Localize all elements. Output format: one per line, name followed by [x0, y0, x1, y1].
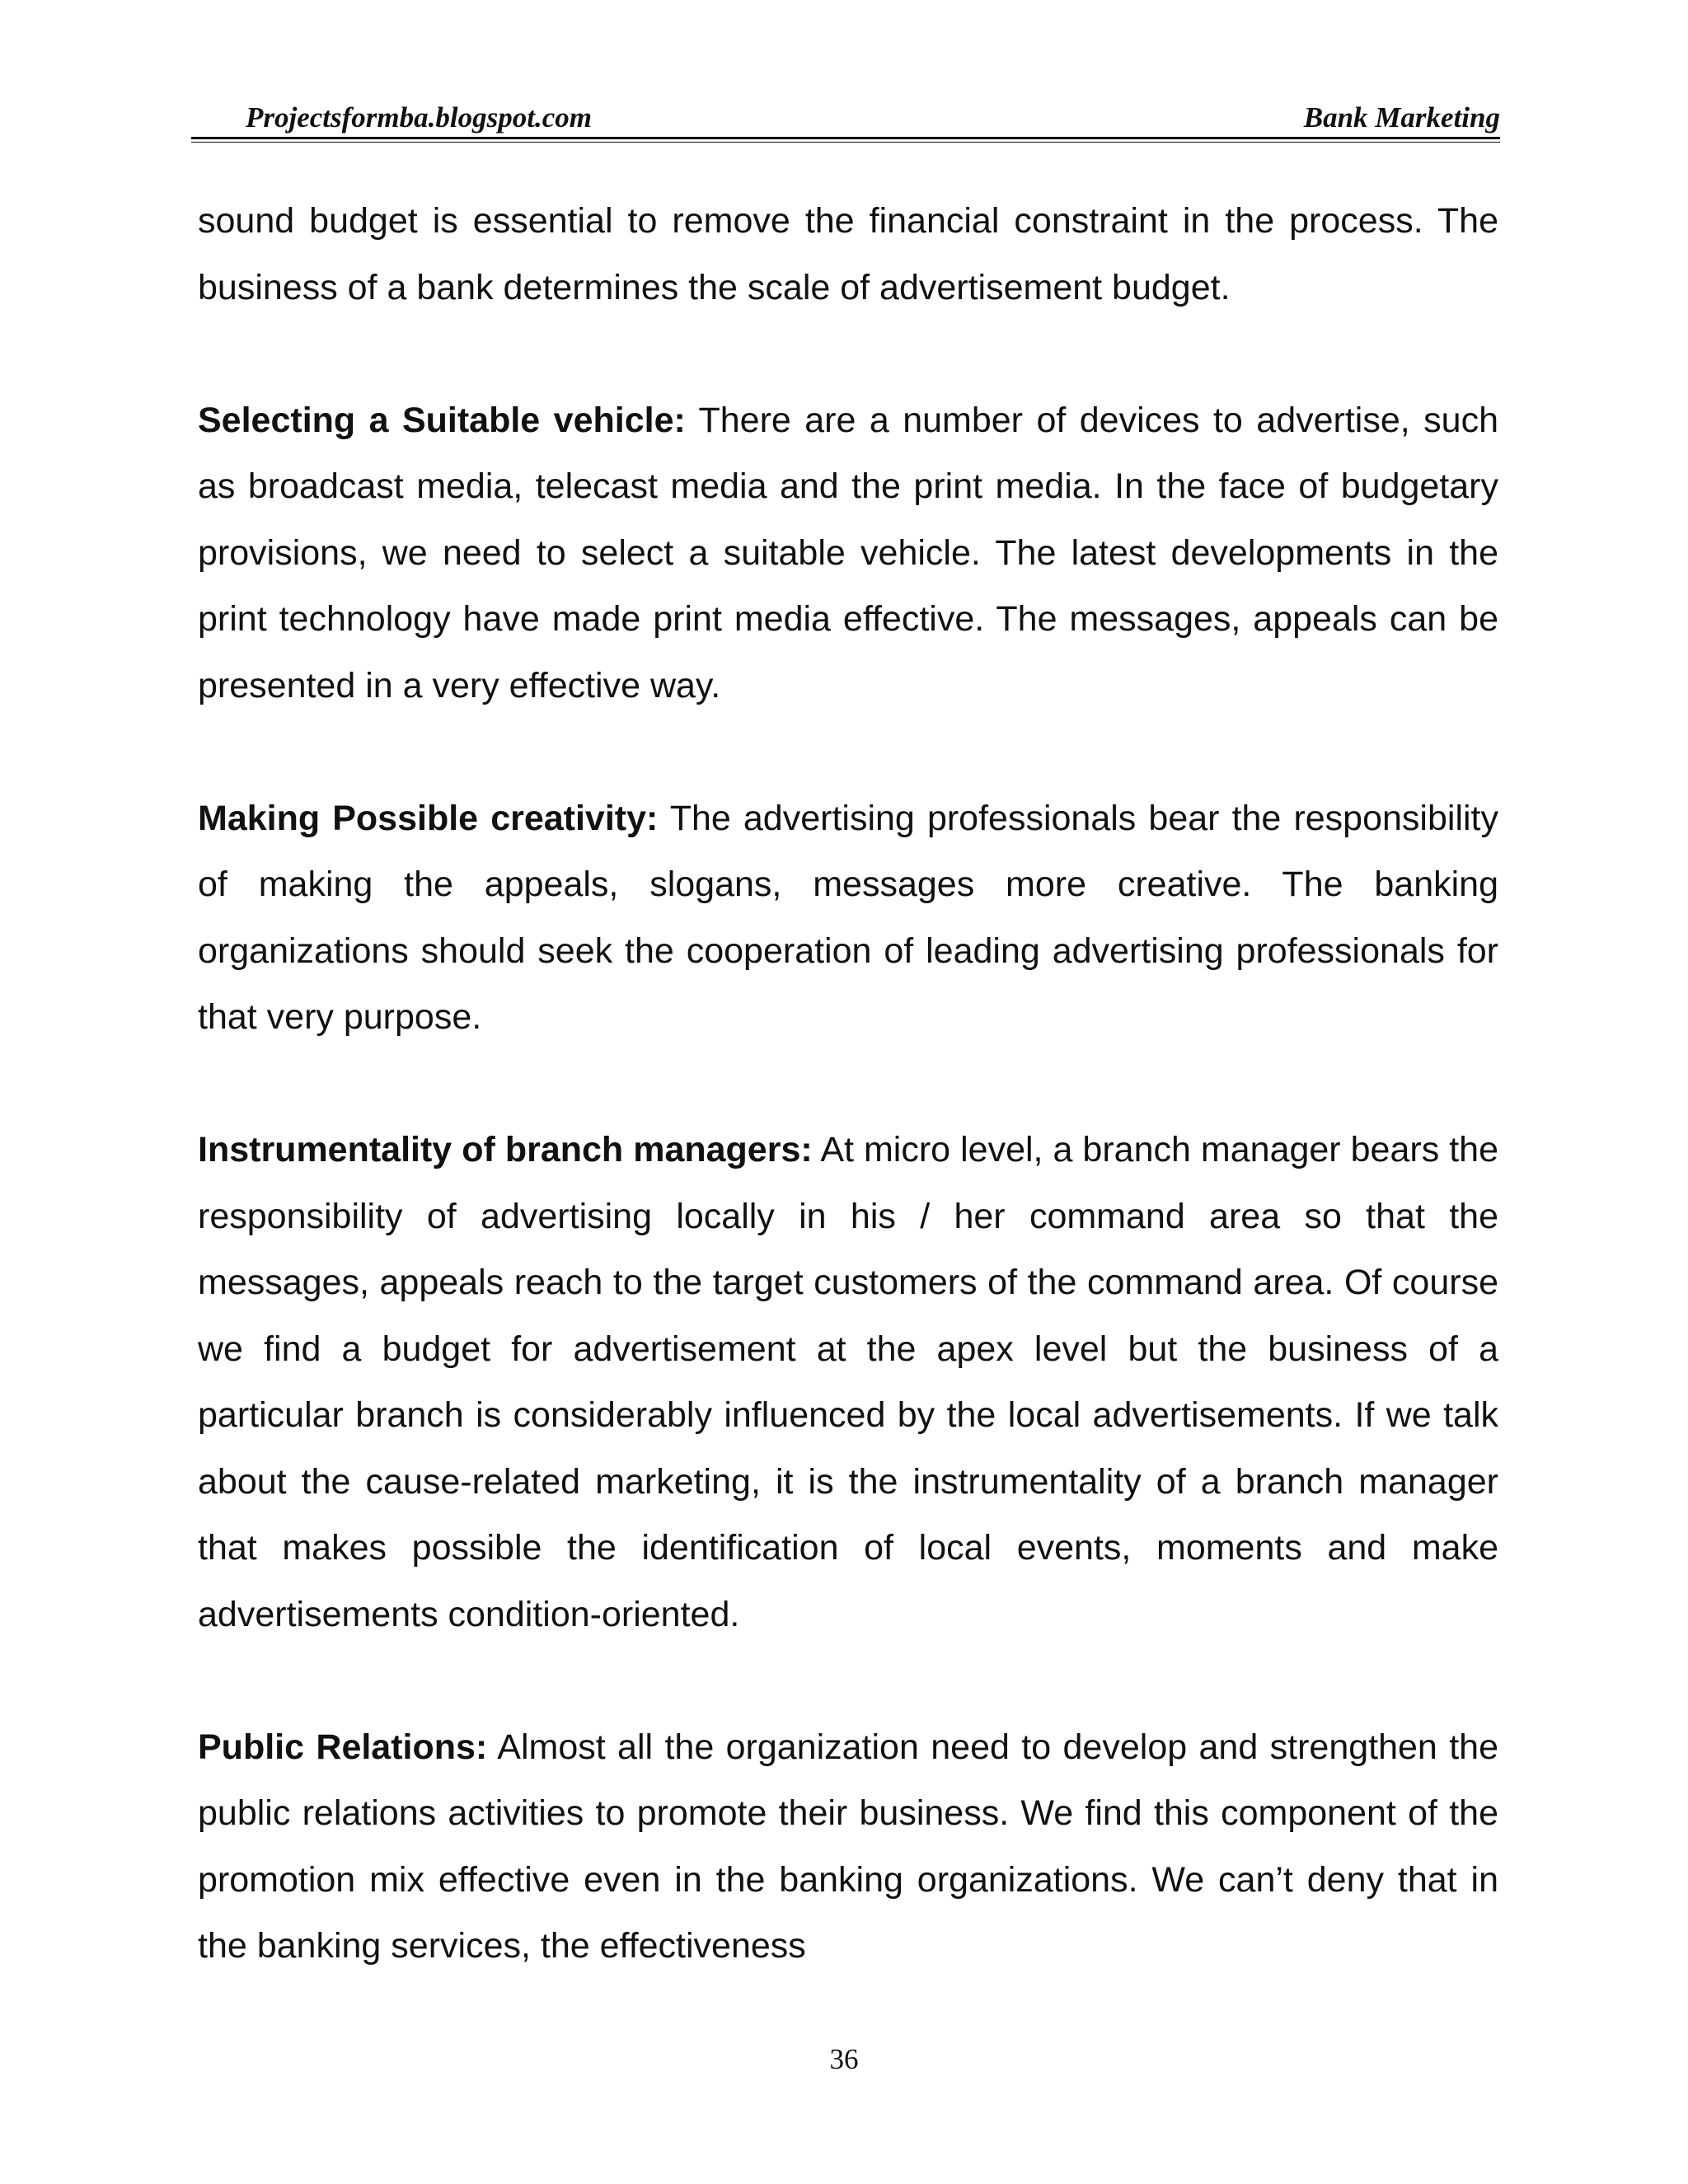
paragraph-text: There are a number of devices to advertise, such as broadcast media, telecast media and the print media. In the face of budgetary provisions, we need to select a suitable vehicle. The latest developments in the print technology have made print media effective. The messages, appeals can be presented in a very effective way. — [198, 400, 1498, 705]
paragraph-heading: Making Possible creativity: — [198, 798, 659, 838]
paragraph-heading: Public Relations: — [198, 1727, 488, 1767]
header-rule-secondary — [191, 142, 1500, 143]
paragraph-suitable-vehicle — [198, 387, 1498, 719]
paragraph-heading: Instrumentality of branch managers: — [198, 1130, 813, 1169]
paragraph-text: The advertising professionals bear the responsibility of making the appeals, slogans, messages more creative. The banking organizations should seek the cooperation of leading advertising professionals for that very purpose. — [198, 798, 1499, 1037]
header-rule — [191, 137, 1500, 139]
paragraph-heading: Selecting a Suitable vehicle: — [198, 400, 686, 440]
header-site-name: Projectsformba.blogspot.com — [246, 101, 592, 134]
paragraph-text: At micro level, a branch manager bears the responsibility of advertising locally in his / her command area so that the messages, appeals reach to the target customers of the command area. Of course we find a budget for advertisement at the apex level but the business of a particular branch is considerably influenced by the local advertisements. If we talk about the cause-related marketing, it is the instrumentality of a branch manager that makes possible the identification of local events, moments and make advertisements condition-oriented. — [198, 1130, 1498, 1634]
paragraph-public-relations — [198, 1714, 1498, 1980]
page-number: 36 — [829, 2043, 859, 2075]
paragraph-text: Almost all the organization need to develop and strengthen the public relations activities to promote their business. We find this component of the promotion mix effective even in the banking organizations. We can’t deny that in the banking services, the effectiveness — [198, 1727, 1498, 1966]
page-header — [191, 97, 1500, 140]
header-document-title: Bank Marketing — [1303, 101, 1500, 134]
paragraph-creativity — [198, 785, 1498, 1051]
paragraph-branch-managers — [198, 1117, 1498, 1647]
paragraph-budget — [198, 188, 1498, 321]
paragraph-text: sound budget is essential to remove the financial constraint in the process. The business of a bank determines the scale of advertisement budget. — [198, 201, 1498, 307]
body-text — [198, 188, 1498, 2046]
